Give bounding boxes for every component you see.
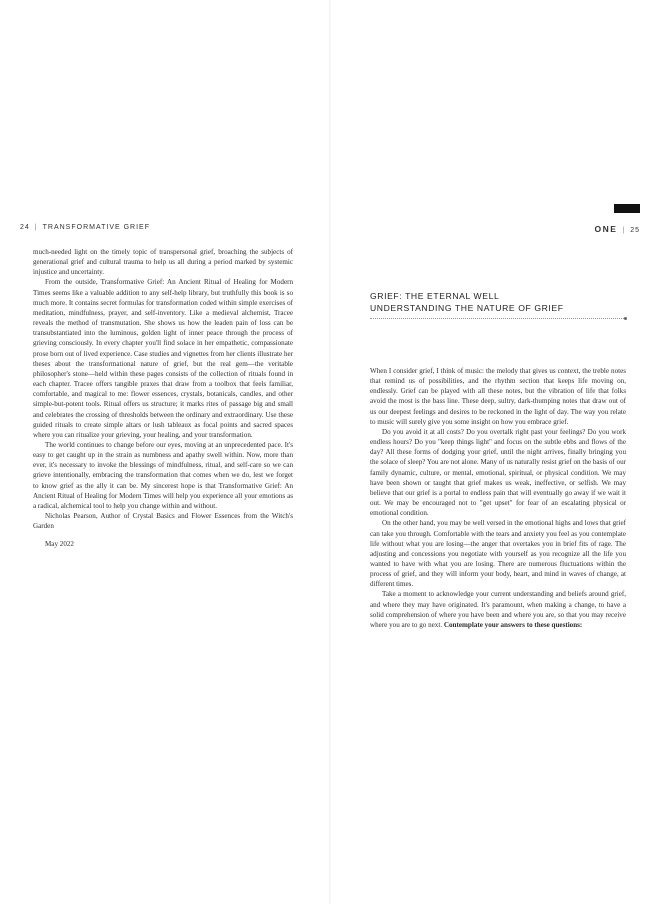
right-head-separator: | <box>622 227 626 234</box>
chapter-heading <box>370 290 626 314</box>
left-running-title: TRANSFORMATIVE GRIEF <box>42 224 150 231</box>
right-paragraph-4 <box>370 589 626 630</box>
left-running-head <box>20 224 150 231</box>
right-running-head <box>594 224 640 234</box>
right-paragraph-3: On the other hand, you may be well versed in the emotional highs and lows that grief can take you through. Comfortable with the tears and anxiety you feel as you contemplate life without what you are losing—the anger that overtakes you in brief fits of rage. The adjusting and concessions you negotiate with yourself as you recognize all the life you wanted to have with what you are losing. There are numerous fluctuations within the process of grief, and they will inform your body, heart, and mind in waves of change, at different times. <box>370 519 626 589</box>
right-page-number: 25 <box>630 227 640 234</box>
right-paragraph-4-lead: Take a moment to acknowledge your current understanding and beliefs around grief, and where they may have originated. It's paramount, when making a change, to have a solid comprehension of where you have been and where you are, so that you may receive where you are to go next. <box>370 590 626 629</box>
left-paragraph-1: much-needed light on the timely topic of transpersonal grief, broaching the subjects of generational grief and cultural trauma to help us all during a period marked by systemic injustice and uncertainty. <box>33 248 293 277</box>
chapter-label: ONE <box>594 224 618 234</box>
left-body-text <box>33 247 293 550</box>
heading-dotted-rule <box>370 318 624 320</box>
chapter-heading-title: GRIEF: THE ETERNAL WELL <box>370 291 500 301</box>
date-line: May 2022 <box>45 540 74 549</box>
left-paragraph-3: The world continues to change before our eyes, moving at an unprecedented pace. It's easy to get caught up in the strain as numbness and apathy swell within. Now, more than ever, it's necessary to invoke the blessings of mindfulness, ritual, and self-care so we can grieve intentionally, embracing the transformation that comes when we do, lest we forget to know grief as the ally it can be. My sincerest hope is that Transformative Grief: An Ancient Ritual of Healing for Modern Times will help you experience all your emotions as a radical, alchemical tool to help you change within and without. <box>33 440 293 510</box>
right-paragraph-1: When I consider grief, I think of music: the melody that gives us context, the treble notes that remind us of possibilities, and the rhythm section that keeps life moving on, endlessly. Grief can be played with all these notes, but the vibration of life that folks avoid the most is the bass line. These deep, sultry, dark-thumping notes that draw out of us our deepest feelings and desires to be reckoned in the light of day. The way you relate to music will surely give you some insight on how you embrace grief. <box>370 367 626 426</box>
right-body-text <box>370 366 626 630</box>
right-page <box>330 0 660 904</box>
chapter-tab-marker <box>614 204 640 213</box>
signature-line: Nicholas Pearson, Author of Crystal Basics and Flower Essences from the Witch's Garden <box>33 512 293 531</box>
contemplate-prompt: Contemplate your answers to these questions: <box>443 620 583 629</box>
right-paragraph-2: Do you avoid it at all costs? Do you overtalk right past your feelings? Do you work endless hours? Do you "keep things light" and focus on the subtle ebbs and flows of the day? All these forms of dodging your grief, until the night arrives, finally bringing you the solace of sleep? You are not alone. Many of us naturally resist grief on the basis of our family dynamic, culture, or mental, emotional, spiritual, or physical condition. We may have been shown or taught that grief makes us weak, ineffective, or selfish. We may believe that our grief is a portal to endless pain that will eventually go away if we wait it out. We may be encouraged not to "get upset" for fear of an escalating physical or emotional condition. <box>370 427 626 518</box>
left-page-number: 24 <box>20 224 30 231</box>
left-head-separator: | <box>34 224 38 231</box>
left-paragraph-2: From the outside, Transformative Grief: An Ancient Ritual of Healing for Modern Times seems like a valuable addition to any self-help library, but truthfully this book is so much more. It contains secret formulas for transformation coded within simple exercises of meditation, mindfulness, prayer, and self-inventory. Like a medieval alchemist, Tracee reveals the method of transmutation. She shows us how the leaden pain of loss can be transubstantiated into the luminous, golden light of inner peace through the process of grieving consciously. In every chapter you'll find solace in her empathetic, compassionate prose born out of lived experience. Case studies and vignettes from her clients illustrate her theses about the transformational nature of grief, but the real gem—the veritable philosopher's stone—held within these pages consists of the collection of rituals found in each chapter. Tracee offers tangible praxes that draw from a toolbox that feels familiar, comfortable, and magical to me: flower essences, crystals, botanicals, candles, and other simple-but-potent tools. Ritual offers us structure; it marks rites of passage big and small and celebrates the crossing of thresholds between the ordinary and extraordinary. Use these guided rituals to create simple altars or lush tableaux as focal points and sacred spaces where you can ritualize your grieving, your healing, and your transformation. <box>33 278 293 439</box>
chapter-heading-subtitle: UNDERSTANDING THE NATURE OF GRIEF <box>370 303 564 313</box>
